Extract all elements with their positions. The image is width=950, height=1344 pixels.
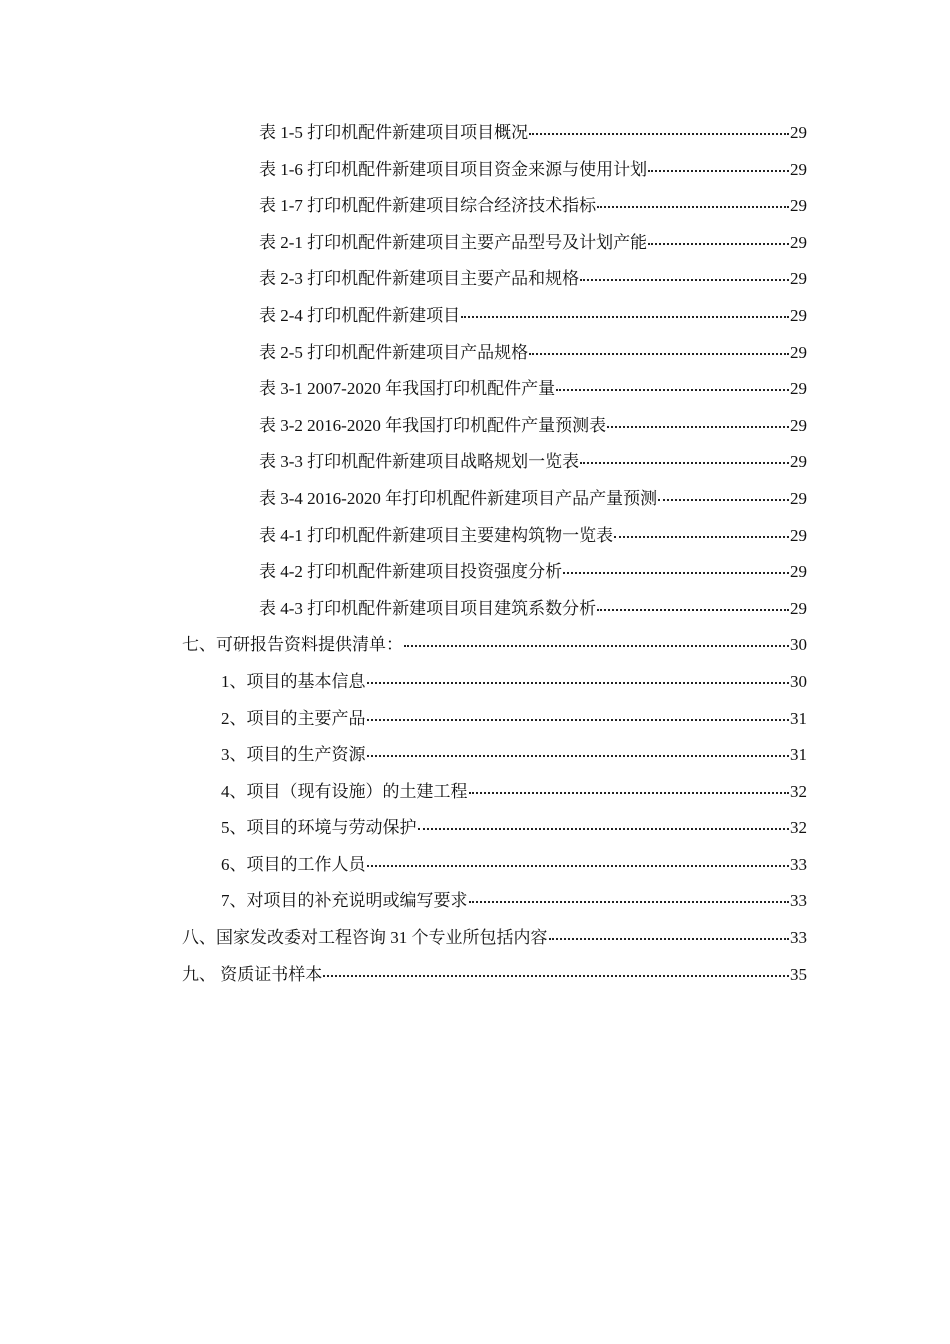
toc-entry[interactable] [0,850,950,887]
toc-page-number: 29 [790,123,807,142]
toc-dot-leader [580,279,789,281]
toc-entry-label: 表 3-4 2016-2020 年打印机配件新建项目产品产量预测 [259,488,658,508]
toc-entry-label: 表 3-1 2007-2020 年我国打印机配件产量 [259,379,556,399]
toc-entry[interactable] [0,228,950,265]
toc-entry-label: 表 4-1 打印机配件新建项目主要建构筑物一览表 [259,525,614,545]
toc-dot-leader [597,609,789,611]
toc-page-number: 29 [790,159,807,179]
toc-dot-leader [367,755,790,757]
toc-dot-leader [323,975,789,977]
toc-entry[interactable] [0,484,950,521]
toc-page-number: 33 [790,928,807,948]
toc-entry-label: 表 1-5 打印机配件新建项目项目概况 [259,123,529,142]
toc-page-number: 31 [790,745,807,765]
toc-page-number: 35 [790,964,807,984]
toc-page-number: 29 [790,488,807,508]
toc-entry-label: 表 2-3 打印机配件新建项目主要产品和规格 [259,269,580,289]
toc-entry-label: 表 3-3 打印机配件新建项目战略规划一览表 [259,452,580,472]
toc-dot-leader [597,206,789,208]
toc-dot-leader [648,243,789,245]
toc-entry[interactable] [0,740,950,777]
toc-page-number: 33 [790,854,807,874]
toc-page-number: 30 [790,671,807,691]
toc-dot-leader [580,462,789,464]
toc-entry[interactable] [0,960,950,997]
toc-page-number: 29 [790,342,807,362]
toc-dot-leader [549,938,790,940]
toc-page-number: 32 [790,781,807,801]
toc-entry[interactable] [0,704,950,741]
toc-entry-label: 九、 资质证书样本 [182,964,323,984]
toc-entry[interactable] [0,338,950,375]
toc-entry[interactable] [0,667,950,704]
toc-page-number: 29 [790,305,807,325]
toc-dot-leader [469,901,790,903]
toc-page-number: 29 [790,525,807,545]
toc-page-number: 31 [790,708,807,728]
toc-dot-leader [658,499,789,501]
toc-dot-leader [367,682,790,684]
toc-page-number: 33 [790,891,807,911]
toc-entry-label: 6、项目的工作人员 [221,854,366,874]
toc-dot-leader [367,719,790,721]
toc-entry-label: 表 1-7 打印机配件新建项目综合经济技术指标 [259,196,597,216]
toc-entry-label: 7、对项目的补充说明或编写要求 [221,891,468,911]
toc-entry[interactable] [0,118,950,155]
toc-entry-label: 表 2-1 打印机配件新建项目主要产品型号及计划产能 [259,232,648,252]
toc-entry[interactable] [0,777,950,814]
toc-entry-label: 5、项目的环境与劳动保护 [221,818,417,838]
toc-entry[interactable] [0,155,950,192]
table-of-contents [0,118,950,996]
toc-entry-label: 八、国家发改委对工程咨询 31 个专业所包括内容 [182,928,548,948]
toc-entry[interactable] [0,594,950,631]
toc-page-number: 29 [790,415,807,435]
toc-entry-label: 表 2-5 打印机配件新建项目产品规格 [259,342,529,362]
toc-entry[interactable] [0,813,950,850]
toc-page-number: 30 [790,635,807,655]
toc-dot-leader [367,865,790,867]
toc-dot-leader [404,645,789,647]
toc-dot-leader [461,316,789,318]
toc-dot-leader [529,353,789,355]
toc-entry[interactable] [0,521,950,558]
toc-entry-label: 七、可研报告资料提供清单： [182,635,403,655]
toc-dot-leader [563,572,789,574]
toc-entry-label: 表 3-2 2016-2020 年我国打印机配件产量预测表 [259,415,607,435]
toc-dot-leader [418,828,790,830]
toc-entry[interactable] [0,630,950,667]
toc-entry[interactable] [0,923,950,960]
toc-dot-leader [614,536,789,538]
toc-entry-label: 表 4-2 打印机配件新建项目投资强度分析 [259,562,563,582]
toc-dot-leader [469,792,790,794]
toc-entry-label: 3、项目的生产资源 [221,745,366,765]
toc-dot-leader [607,426,789,428]
toc-entry-label: 4、项目（现有设施）的土建工程 [221,781,468,801]
toc-entry[interactable] [0,886,950,923]
toc-entry[interactable] [0,374,950,411]
toc-page-number: 29 [790,379,807,399]
toc-entry[interactable] [0,301,950,338]
toc-entry[interactable] [0,264,950,301]
toc-entry-label: 表 4-3 打印机配件新建项目项目建筑系数分析 [259,598,597,618]
toc-page-number: 32 [790,818,807,838]
toc-entry-label: 1、项目的基本信息 [221,671,366,691]
toc-dot-leader [529,133,789,135]
toc-entry[interactable] [0,447,950,484]
toc-entry-label: 表 1-6 打印机配件新建项目项目资金来源与使用计划 [259,159,648,179]
toc-entry[interactable] [0,191,950,228]
toc-page-number: 29 [790,269,807,289]
toc-entry-label: 表 2-4 打印机配件新建项目 [259,305,461,325]
toc-dot-leader [648,170,789,172]
toc-entry-label: 2、项目的主要产品 [221,708,366,728]
toc-page-number: 29 [790,196,807,216]
toc-entry[interactable] [0,557,950,594]
toc-dot-leader [556,389,789,391]
toc-page-number: 29 [790,562,807,582]
toc-entry[interactable] [0,411,950,448]
toc-page-number: 29 [790,232,807,252]
toc-page-number: 29 [790,452,807,472]
toc-page-number: 29 [790,598,807,618]
